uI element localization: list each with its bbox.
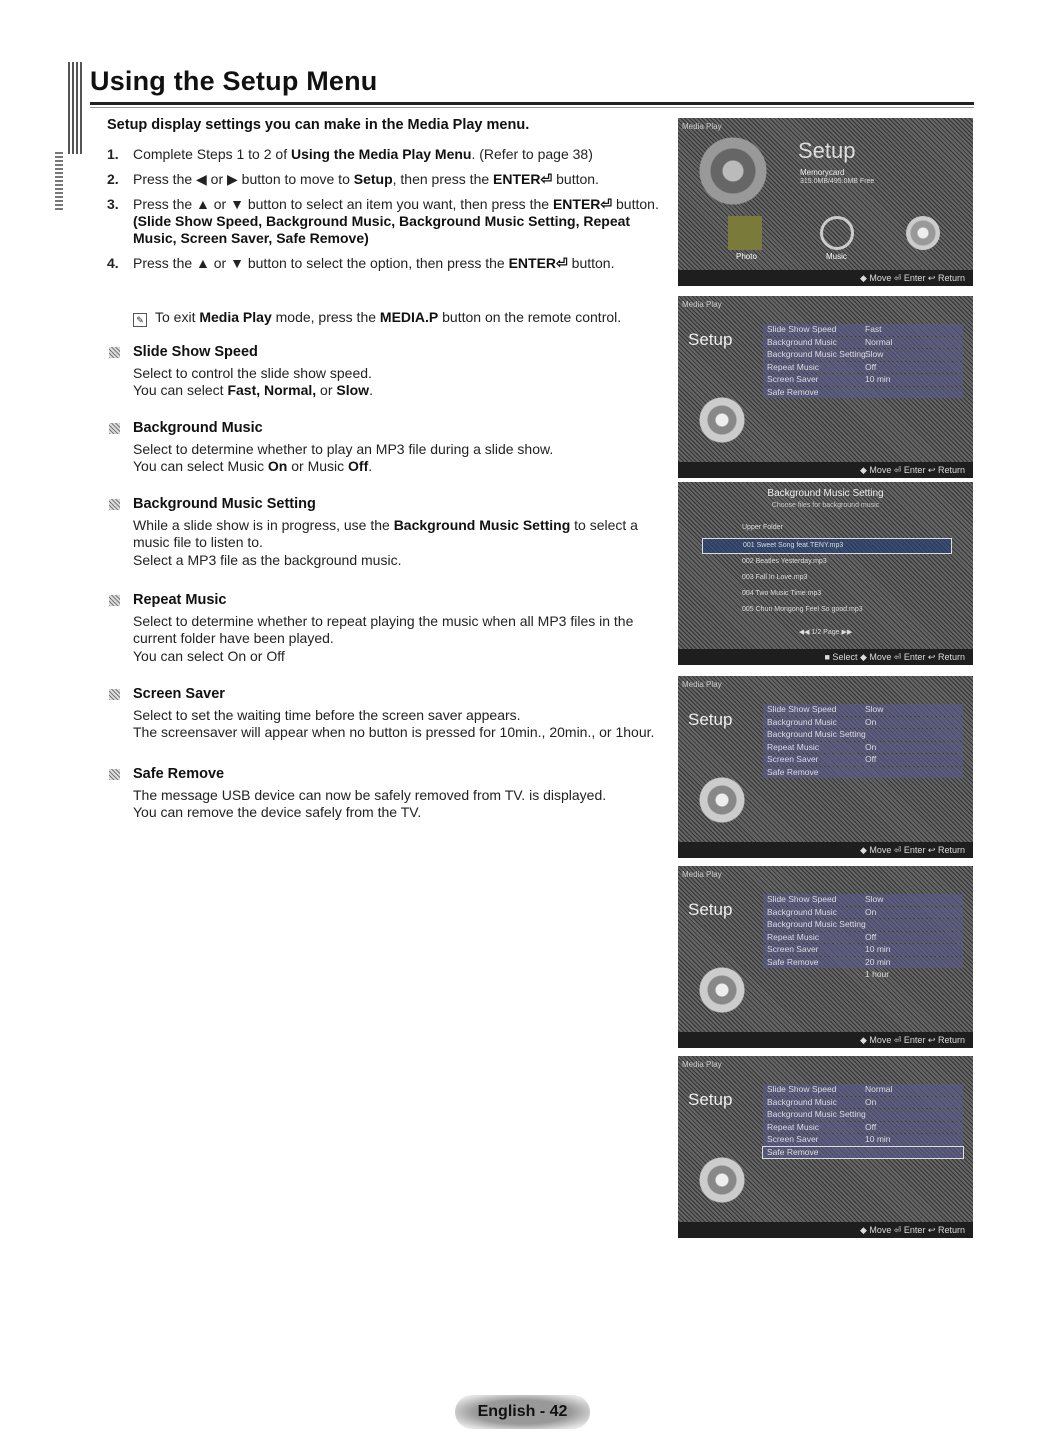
setup-menu [763,894,963,982]
tv-screen-safe-remove [678,1056,973,1238]
margin-decoration [55,150,63,210]
memory-card-label: Memorycard [800,168,845,177]
bullet-icon [109,423,120,434]
tv-screen-slide-speed [678,296,973,478]
menu-row[interactable]: Slide Show Speed Slow [763,894,963,906]
tv-screen-bgm-setting [678,482,973,665]
nav-bar: ■ Select ◆ Move ⏎ Enter ↩ Return [678,649,973,665]
media-play-label: Media Play [682,122,722,131]
menu-row[interactable]: Safe Remove [763,767,963,779]
setup-menu [763,704,963,779]
setup-menu [763,1084,963,1159]
tv-screen-setup-main [678,118,973,286]
setup-label: Setup [688,900,733,919]
setup-gear-icon [906,216,940,250]
menu-row[interactable]: Screen Saver 10 min [763,374,963,386]
bullet-icon [109,347,120,358]
bullet-icon [109,769,120,780]
file-item[interactable]: 001 Sweet Song feat.TENY.mp3 [702,538,952,554]
gear-icon [698,1156,746,1204]
section-screen-saver: Screen Saver Select to set the waiting time before the screen saver appears. The screensaver will appear when no button is pressed for 10min., 20min., or 1hour. [107,686,677,742]
bullet-icon [109,499,120,510]
photo-label: Photo [736,252,757,261]
title-decoration [68,62,82,154]
menu-row[interactable]: Repeat Music Off [763,362,963,374]
title-rule-thin [90,107,974,108]
menu-row[interactable]: Background Music Normal [763,337,963,349]
gear-icon [698,776,746,824]
setup-label: Setup [688,1090,733,1109]
nav-bar: ◆ Move ⏎ Enter ↩ Return [678,1222,973,1238]
bgm-title: Background Music Setting [767,488,884,499]
file-list [702,538,952,618]
menu-row[interactable]: Background Music On [763,717,963,729]
menu-row[interactable]: Background Music Setting Slow [763,349,963,361]
section-background-music: Background Music Select to determine whether to play an MP3 file during a slide show. You can select Music On or Music Off. [107,420,687,476]
headphones-icon [820,216,854,250]
section-repeat-music: Repeat Music Select to determine whether to repeat playing the music when all MP3 files in the current folder have been played. You can select On or Off [107,592,647,665]
media-play-label: Media Play [682,300,722,309]
bullet-icon [109,595,120,606]
step-2: 2. Press the ◀ or ▶ button to move to Setup, then press the ENTER⏎ button. [107,171,599,187]
section-safe-remove: Safe Remove The message USB device can now be safely removed from TV. is displayed. You can remove the device safely from the TV. [107,766,687,822]
nav-bar: ◆ Move ⏎ Enter ↩ Return [678,462,973,478]
page-title: Using the Setup Menu [90,66,378,96]
media-play-label: Media Play [682,680,722,689]
gear-icon [698,136,768,206]
media-play-label: Media Play [682,1060,722,1069]
menu-row[interactable]: Safe Remove [763,1147,963,1159]
nav-bar: ◆ Move ⏎ Enter ↩ Return [678,270,973,286]
file-item[interactable]: 004 Two Music Time.mp3 [742,590,822,597]
setup-heading: Setup [798,138,856,163]
menu-row[interactable]: Background Music Setting [763,919,963,931]
bgm-subtitle: Choose files for background music [771,502,880,509]
steps-list [107,146,667,280]
media-play-label: Media Play [682,870,722,879]
menu-row[interactable]: Repeat Music Off [763,1122,963,1134]
menu-row[interactable]: Background Music On [763,1097,963,1109]
menu-row[interactable]: Slide Show Speed Fast [763,324,963,336]
page-number: English - 42 [477,1403,568,1420]
gear-icon [698,396,746,444]
menu-row[interactable]: 1 hour [865,969,890,979]
setup-label: Setup [688,710,733,729]
section-background-music-setting: Background Music Setting While a slide show is in progress, use the Background Music Setting to select a music file to listen to. Select a MP3 file as the background music. [107,496,647,569]
title-rule [90,102,974,105]
tv-screen-repeat-music [678,676,973,858]
step-4: 4. Press the ▲ or ▼ button to select the option, then press the ENTER⏎ button. [107,255,615,271]
setup-menu [763,324,963,399]
note-icon: ✎ [133,313,147,327]
menu-row[interactable]: Slide Show Speed Slow [763,704,963,716]
step-1: 1. Complete Steps 1 to 2 of Using the Media Play Menu. (Refer to page 38) [107,146,593,162]
file-item[interactable]: 002 Beatles Yesterday.mp3 [742,558,827,565]
file-item[interactable]: 005 Chun Mongong Feel So good.mp3 [742,606,863,613]
free-space-label: 315.0MB/495.0MB Free [800,178,875,185]
step-3: 3. Press the ▲ or ▼ button to select an item you want, then press the ENTER⏎ button. (Slide Show Speed, Background Music, Background Music Setting, Repeat Music, Screen Saver, Safe Remove) [107,196,659,246]
menu-row[interactable]: Screen Saver 10 min [763,944,963,956]
photo-icon [728,216,762,250]
music-label: Music [826,252,847,261]
menu-row[interactable]: Background Music Setting [763,729,963,741]
gear-icon [698,966,746,1014]
note: ✎ To exit Media Play mode, press the MEDIA.P button on the remote control. [133,309,621,327]
tv-screen-screen-saver [678,866,973,1048]
menu-row[interactable]: Slide Show Speed Normal [763,1084,963,1096]
menu-row[interactable]: Safe Remove 20 min [763,957,963,969]
menu-row[interactable]: Screen Saver Off [763,754,963,766]
intro-text: Setup display settings you can make in the Media Play menu. [107,117,530,133]
menu-row[interactable]: Safe Remove [763,387,963,399]
file-item[interactable]: 003 Fall In Love.mp3 [742,574,808,581]
menu-row[interactable]: Background Music On [763,907,963,919]
setup-label: Setup [688,330,733,349]
nav-bar: ◆ Move ⏎ Enter ↩ Return [678,842,973,858]
menu-row[interactable]: Screen Saver 10 min [763,1134,963,1146]
menu-row[interactable]: Repeat Music Off [763,932,963,944]
upper-folder[interactable]: Upper Folder [742,524,783,531]
bullet-icon [109,689,120,700]
menu-row[interactable]: Background Music Setting [763,1109,963,1121]
nav-bar: ◆ Move ⏎ Enter ↩ Return [678,1032,973,1048]
menu-row[interactable]: Repeat Music On [763,742,963,754]
section-slide-show-speed: Slide Show Speed Select to control the slide show speed. You can select Fast, Normal, or Slow. [107,344,687,400]
page-indicator: ◀◀ 1/2 Page ▶▶ [798,629,853,636]
